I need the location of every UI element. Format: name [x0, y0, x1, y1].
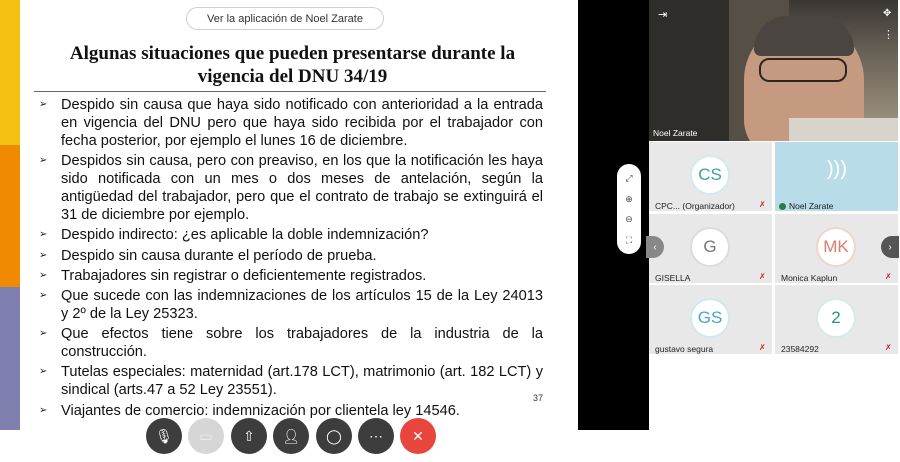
speaking-indicator-icon: ))) [827, 158, 847, 180]
close-icon: ✕ [412, 427, 424, 444]
zoom-in-icon[interactable]: ⊕ [625, 193, 633, 204]
participant-name: Noel Zarate [779, 201, 833, 211]
participant-tile[interactable] [775, 285, 898, 354]
mute-button[interactable] [146, 418, 182, 454]
slide-bullet: ➢ Viajantes de comercio: indemnización por clientela ley 14546. [39, 402, 460, 419]
bullet-arrow-icon: ➢ [39, 328, 48, 340]
avatar: MK [816, 227, 856, 267]
participant-tile[interactable] [649, 214, 772, 283]
slide-bullet: ➢ Despidos sin causa, pero con preaviso, en los que la notificación les haya sido notificada con un mes o dos meses de antelación, según la antigüedad del trabajador, pero que el contrato de trabajo se extinguirá el 31 de diciembre por ejemplo. [39, 153, 543, 224]
slide-accent-bar-yellow [0, 0, 20, 145]
speaker-name: Noel Zarate [653, 128, 698, 138]
slide-bullet: ➢ Trabajadores sin registrar o deficientemente registrados. [39, 267, 427, 284]
participant-name: GISELLA [655, 273, 691, 283]
slide-bullet: ➢ Despido sin causa durante el período de prueba. [39, 247, 377, 264]
chat-icon: ◯ [326, 427, 342, 444]
avatar: GS [690, 298, 730, 338]
pin-icon[interactable]: ✥ [883, 8, 892, 19]
bullet-arrow-icon: ➢ [39, 289, 48, 301]
participants-button[interactable] [273, 418, 309, 454]
avatar: 2 [816, 298, 856, 338]
bullet-arrow-icon: ➢ [39, 99, 48, 110]
participant-name: gustavo segura [655, 344, 714, 354]
collapse-panel-icon[interactable]: ⇥ [658, 9, 668, 21]
speaker-hair [754, 16, 854, 56]
mic-muted-icon: ✗ [885, 343, 892, 352]
slide-bullet-list [37, 96, 543, 422]
participant-tile[interactable] [649, 142, 772, 211]
slide-bullet: ➢ Despido indirecto: ¿es aplicable la doble indemnización? [39, 227, 429, 244]
title-divider [34, 91, 546, 92]
person-icon: 👤︎ [282, 427, 300, 444]
slide-page-number: 37 [533, 393, 544, 403]
participant-tile[interactable] [649, 285, 772, 354]
mic-muted-icon: ✗ [885, 272, 892, 281]
active-speaker-video[interactable] [649, 0, 898, 141]
slide-accent-bar-orange [0, 145, 20, 287]
zoom-controls [617, 164, 641, 254]
bullet-arrow-icon: ➢ [39, 249, 48, 261]
bullet-arrow-icon: ➢ [39, 155, 48, 167]
grid-prev-icon[interactable]: ‹ [646, 236, 664, 258]
mic-off-icon: 🎙︎ [155, 427, 173, 444]
more-button[interactable] [358, 418, 394, 454]
meeting-toolbar [0, 427, 900, 462]
bullet-arrow-icon: ➢ [39, 404, 48, 416]
expand-icon[interactable]: ⤢ [625, 173, 633, 184]
participant-grid [649, 142, 900, 354]
participant-tile[interactable] [775, 214, 898, 283]
slide-bullet: ➢ Despido sin causa que haya sido notificado con anterioridad a la entrada en vigencia del DNU pero que haya sido recibida por el trabajador con fecha posterior, por ejemplo el lunes 16 de diciembre. [39, 97, 543, 149]
video-button[interactable] [188, 418, 224, 454]
share-icon: ⇧ [243, 427, 255, 444]
participant-name: Monica Kaplun [781, 273, 838, 283]
avatar: G [690, 227, 730, 267]
participant-name: CPC... (Organizador) [655, 201, 735, 211]
slide-title: Algunas situaciones que pueden presentarse durante la vigencia del DNU 34/19 [69, 43, 516, 87]
view-app-button[interactable]: Ver la aplicación de Noel Zarate [186, 7, 384, 30]
mic-muted-icon: ✗ [759, 272, 766, 281]
more-options-icon[interactable]: ⋮ [883, 29, 894, 41]
fullscreen-icon[interactable]: ⛶ [625, 234, 633, 245]
mic-muted-icon: ✗ [759, 200, 766, 209]
leave-meeting-button[interactable] [400, 418, 436, 454]
slide-bullet: ➢ Que sucede con las indemnizaciones de los artículos 15 de la Ley 24013 y 2º de la Ley 25323. [39, 287, 543, 322]
bullet-arrow-icon: ➢ [39, 229, 48, 241]
speaker-glasses [759, 58, 847, 82]
participant-tile[interactable] [775, 142, 898, 211]
speaker-shirt [789, 118, 898, 141]
bullet-arrow-icon: ➢ [39, 366, 48, 378]
zoom-out-icon[interactable]: ⊖ [625, 214, 633, 225]
avatar: CS [690, 155, 730, 195]
grid-next-icon[interactable]: › [881, 236, 899, 258]
bullet-arrow-icon: ➢ [39, 269, 48, 281]
camera-off-icon: ▭ [199, 427, 213, 444]
slide-accent-bar-purple [0, 287, 20, 430]
participant-name: 23584292 [781, 344, 819, 354]
chat-button[interactable] [316, 418, 352, 454]
share-button[interactable] [231, 418, 267, 454]
slide-bullet: ➢ Tutelas especiales: maternidad (art.178 LCT), matrimonio (art. 182 LCT) y sindical (arts.47 a 52 Ley 23551). [39, 364, 543, 399]
mic-muted-icon: ✗ [759, 343, 766, 352]
ellipsis-icon: ⋯ [369, 427, 383, 444]
presenter-dot-icon [779, 203, 786, 210]
slide-bullet: ➢ Que efectos tiene sobre los trabajadores de la industria de la construcción. [39, 326, 543, 361]
video-background [649, 0, 729, 141]
